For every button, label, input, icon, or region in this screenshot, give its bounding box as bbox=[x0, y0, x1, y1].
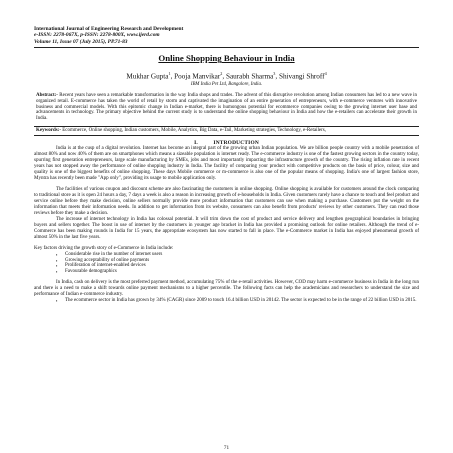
paragraph: Key factors driving the growth story of e-Commerce in India include: bbox=[34, 245, 174, 251]
list-item: ▪ Considerable rise in the number of internet users bbox=[56, 252, 419, 258]
abstract-label: Abstract:- bbox=[36, 92, 58, 98]
journal-issn: e-ISSN: 2278-067X, p-ISSN: 2278-800X, www.ijerd.com bbox=[34, 32, 160, 39]
author-name: Mukhar Gupta bbox=[126, 72, 169, 81]
paragraph: In India, cash on delivery is the most preferred payment method, accumulating 75% of the e-retail activities. However, COD may harm e-commerce business in India in the long run and there is a need to make a shift towards online payment mechanisms to a higher percentile. The following facts can help the academicians and researchers to understand the size and performance of Indian e-commerce industry. bbox=[34, 280, 419, 298]
page-number: 71 bbox=[223, 445, 230, 451]
facts-list bbox=[34, 298, 419, 304]
section-number: I. bbox=[194, 140, 198, 147]
keywords-block bbox=[34, 126, 419, 136]
list-item: ▪ Proliferation of internet-enabled devices bbox=[56, 263, 419, 269]
paper-title: Online Shopping Behaviour in India bbox=[158, 53, 295, 64]
author-sup: 3 bbox=[273, 71, 276, 77]
journal-header bbox=[34, 26, 419, 45]
list-item: ▪ The ecommerce sector in India has grown by 34% (CAGR) since 2009 to touch 16.4 billion USD in 20142. The sector is expected to be in the range of 22 billion USD in 2015. bbox=[56, 298, 419, 304]
author-list: Mukhar Gupta$^1$, Pooja Manvikar$^2$, Saurabh Sharma$^3$, Shivangi Shroff$^4$ bbox=[126, 71, 327, 81]
author-name: Saurabh Sharma bbox=[225, 72, 274, 81]
journal-name: International Journal of Engineering Research and Development bbox=[34, 26, 184, 32]
header-rule bbox=[34, 47, 419, 48]
keywords-text: Ecommerce, Online shopping, Indian customers, Mobile, Analytics, Big Data, e-Tail, Marketing strategies, Technology, e-Retailers, bbox=[61, 128, 326, 134]
section-title: INTRODUCTION bbox=[213, 140, 259, 147]
list-item: ▪ Growing acceptability of online payments bbox=[56, 258, 419, 264]
author-sup: 4 bbox=[324, 71, 327, 77]
affiliation: IBM India Pvt Ltd, Bangalore, India. bbox=[190, 81, 263, 87]
abstract-text: Recent years have seen a remarkable transformation in the way India shops and trades. The advent of this disruptive revolution among Indian consumers has led to a new wave in organized retail. E-commerce has taken the world of retail by storm and captivated the imagination of an entire generation of entrepreneurs, with e-commerce ventures with innovative business and commercial models. With this epitomic change in Indian e-market, there is humongous potential for ecommerce companies owing to the growing internet user base and advancements in technology. The primary objective behind the current study is to understand the online shopping behaviour in India and how the e-retailers can accelerate their growth in India. bbox=[36, 92, 417, 122]
journal-volume: Volume 11, Issue 07 (July 2015), PP.71-83 bbox=[34, 38, 128, 45]
keywords-label: Keywords:- bbox=[36, 128, 61, 134]
author-sup: 2 bbox=[220, 71, 223, 77]
author-name: Pooja Manvikar bbox=[174, 72, 221, 81]
factors-list bbox=[34, 252, 419, 276]
paragraph: India is at the cusp of a digital revolution. Internet has become an integral part of the growing urban Indian population. We are billion people country with a mobile penetration of almost 80% and now 40% of them are on smartphones which means a sizeable population is internet ready. The e-commerce industry is one of the fastest growing sectors in the country today, spurring first generation entrepreneurs, large scale manufacturing by SMEs, jobs and most importantly impacting the infrastructure growth of the country. The rising inflation rate in recent years has not stopped away the performance of online shopping industry in India. The facility of comparing your product with competitive products on the basis of price, colour, size and quality is one of the biggest benefits of online shopping. These days Mobile commerce or m-commerce is also one of the popular means of shopping. India's one of largest fashion store, Myntra has recently been made "App only", providing its usage to mobile application only. bbox=[34, 146, 419, 182]
author-sup: 1 bbox=[168, 71, 171, 77]
abstract-block bbox=[34, 92, 419, 125]
author-name: Shivangi Shroff bbox=[278, 72, 325, 81]
paragraph: The facilities of various coupon and discount scheme are also fascinating the customers in online shopping. Online shopping is available for customers around the clock comparing to traditional store as it is open 24 hours a day, 7 days a week is also a reason in increasing growth of e-households in India. Given customers rarely have a chance to touch and feel product and service online before they make decision, online sellers normally provide more product information that customers can use when making a purchase. Customers put the weight on the information that meets their information needs. In addition to get information from its website, consumers can also benefit from products' reviews by other customers. They can read those reviews before they make a decision. bbox=[34, 187, 419, 216]
paragraph: The increase of internet technology in India has colossal potential. It will trim down the cost of product and service delivery and lengthen geographical boundaries in bringing buyers and sellers together. The boost in use of internet by the customers in younger age bracket in India has provided a promising outlook for online retailers. Although the trend of e-Commerce has been making rounds in India for 15 years, the appropriate ecosystem has now started to fall in place. The e-Commerce market in India has enjoyed phenomenal growth of almost 50% in the last five years. bbox=[34, 216, 419, 240]
list-item: ▪ Favourable demographics bbox=[56, 269, 419, 275]
body-text bbox=[34, 146, 419, 304]
